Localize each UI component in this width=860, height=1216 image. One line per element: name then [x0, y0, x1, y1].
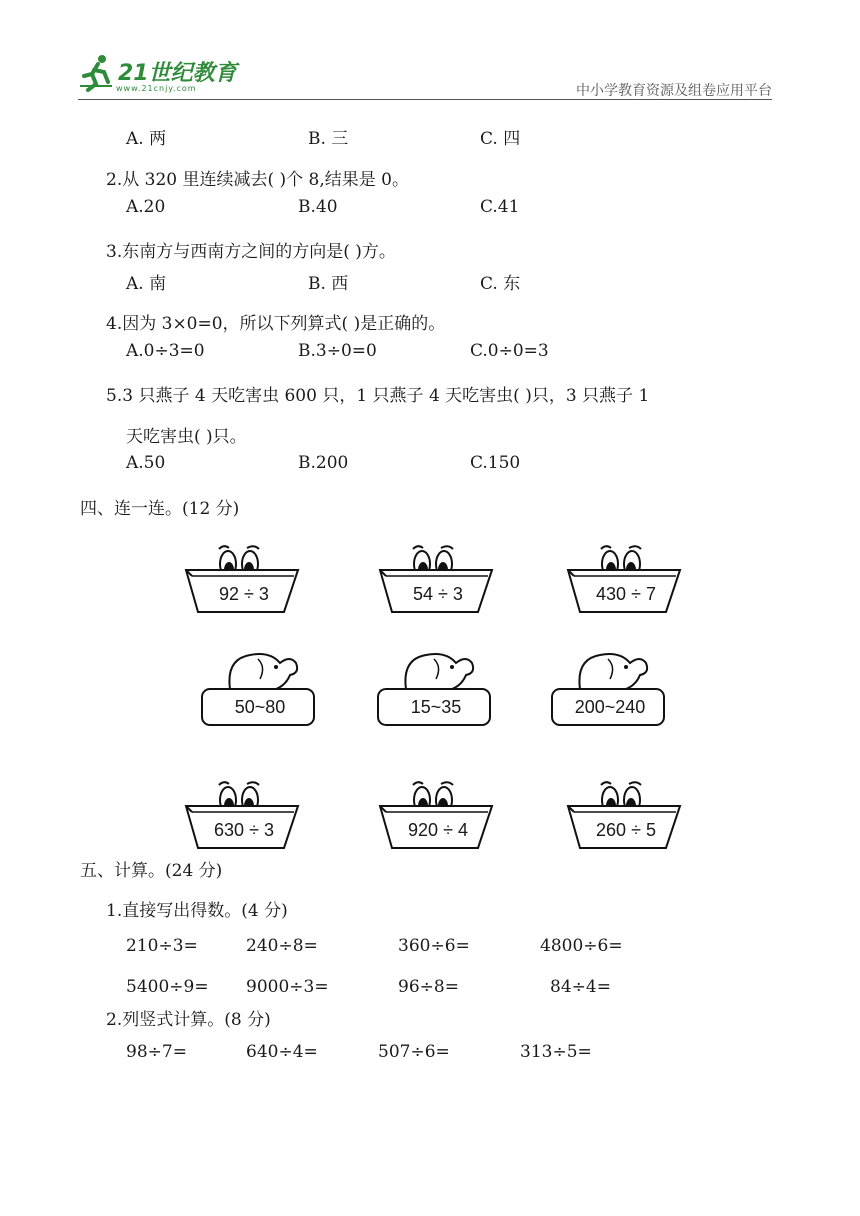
elephant-card [550, 645, 670, 745]
elephant-label: 15~35 [410, 697, 462, 717]
platform-name: 中小学教育资源及组卷应用平台 [576, 83, 772, 99]
elephant-icon [200, 645, 320, 735]
logo-url: www.21cnjy.com [116, 84, 197, 93]
q3-option-a: A. 南 [126, 274, 167, 294]
q2-option-a: A.20 [126, 197, 166, 217]
q4-option-a: A.0÷3=0 [126, 341, 205, 361]
basket-label: 920 ÷ 4 [408, 820, 468, 840]
q4-stem: 4.因为 3×0=0，所以下列算式( )是正确的。 [106, 314, 446, 334]
q1-option-c: C. 四 [480, 129, 521, 149]
q1-option-a: A. 两 [126, 129, 167, 149]
q4-option-c: C.0÷0=3 [470, 341, 549, 361]
q2-stem: 2.从 320 里连续减去( )个 8,结果是 0。 [106, 170, 409, 190]
calc-item: 98÷7= [126, 1042, 187, 1062]
basket-card [378, 776, 498, 876]
q2-option-c: C.41 [480, 197, 520, 217]
q5-option-c: C.150 [470, 453, 521, 473]
elephant-label: 200~240 [574, 697, 646, 717]
header-divider [78, 99, 772, 100]
basket-card [184, 540, 304, 640]
elephant-card [200, 645, 320, 745]
calc-item: 96÷8= [398, 977, 459, 997]
elephant-card [376, 645, 496, 745]
section4-title: 四、连一连。(12 分) [80, 499, 240, 519]
q2-option-b: B.40 [298, 197, 338, 217]
runner-icon [78, 52, 118, 92]
q5-stem-line1: 5.3 只燕子 4 天吃害虫 600 只，1 只燕子 4 天吃害虫( )只，3 只燕子 1 [106, 386, 650, 406]
basket-label: 92 ÷ 3 [219, 584, 269, 604]
calc-item: 640÷4= [246, 1042, 318, 1062]
basket-card [566, 776, 686, 876]
q1-option-b: B. 三 [308, 129, 349, 149]
q3-option-c: C. 东 [480, 274, 521, 294]
section5-title: 五、计算。(24 分) [80, 861, 223, 881]
q5-option-b: B.200 [298, 453, 349, 473]
calc-item: 507÷6= [378, 1042, 450, 1062]
basket-card [566, 540, 686, 640]
q5-option-a: A.50 [126, 453, 166, 473]
elephant-label: 50~80 [234, 697, 286, 717]
calc-item: 210÷3= [126, 936, 198, 956]
basket-label: 630 ÷ 3 [214, 820, 274, 840]
q5-stem-line2: 天吃害虫( )只。 [126, 427, 247, 447]
basket-label: 260 ÷ 5 [596, 820, 656, 840]
calc-item: 4800÷6= [540, 936, 623, 956]
section5-sub1: 1.直接写出得数。(4 分) [106, 901, 288, 921]
calc-item: 360÷6= [398, 936, 470, 956]
calc-item: 313÷5= [520, 1042, 592, 1062]
q4-option-b: B.3÷0=0 [298, 341, 377, 361]
q3-option-b: B. 西 [308, 274, 349, 294]
elephant-icon [550, 645, 670, 735]
logo-text: 21世纪教育 [118, 61, 237, 86]
calc-item: 84÷4= [550, 977, 611, 997]
basket-label: 430 ÷ 7 [596, 584, 656, 604]
calc-item: 240÷8= [246, 936, 318, 956]
calc-item: 9000÷3= [246, 977, 329, 997]
calc-item: 5400÷9= [126, 977, 209, 997]
basket-card [378, 540, 498, 640]
section5-sub2: 2.列竖式计算。(8 分) [106, 1010, 271, 1030]
elephant-icon [376, 645, 496, 735]
basket-label: 54 ÷ 3 [413, 584, 463, 604]
q3-stem: 3.东南方与西南方之间的方向是( )方。 [106, 242, 396, 262]
logo [78, 52, 238, 98]
